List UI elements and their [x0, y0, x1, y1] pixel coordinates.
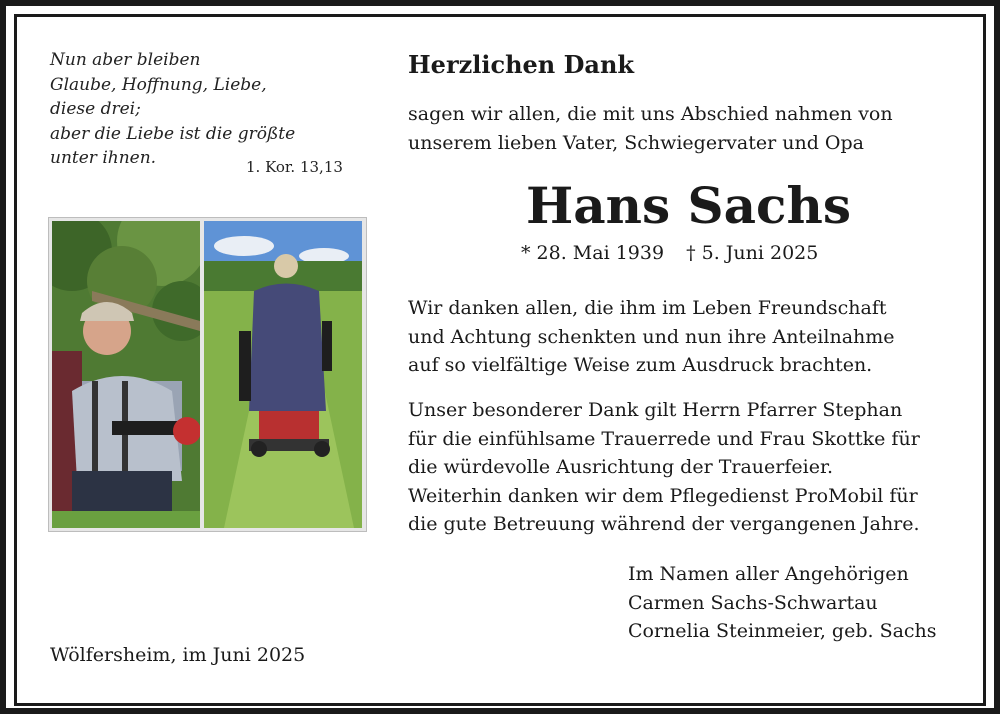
portrait-photo: [52, 221, 200, 528]
verse-line: aber die Liebe ist die größte: [50, 123, 296, 144]
verse-reference: 1. Kor. 13,13: [246, 158, 343, 176]
paragraph-line: die würdevolle Ausrichtung der Trauerfeier.: [408, 456, 833, 478]
birth-date: * 28. Mai 1939: [521, 242, 665, 264]
death-date: † 5. Juni 2025: [686, 242, 819, 264]
heading: Herzlichen Dank: [408, 50, 635, 79]
intro-line: sagen wir allen, die mit uns Abschied nahmen von: [408, 103, 893, 125]
photo-collage: [49, 218, 366, 531]
life-dates: [521, 242, 818, 264]
verse-line: Nun aber bleiben: [50, 50, 201, 70]
signature-line: Carmen Sachs-Schwartau: [628, 591, 878, 614]
thanks-paragraph-1: [408, 294, 895, 380]
bible-verse: [50, 48, 295, 171]
paragraph-line: Weiterhin danken wir dem Pflegedienst ProMobil für: [408, 484, 918, 507]
verse-line: unter ihnen.: [50, 148, 157, 168]
paragraph-line: auf so vielfältige Weise zum Ausdruck brachten.: [408, 354, 873, 376]
paragraph-line: und Achtung schenkten und nun ihre Anteilnahme: [408, 325, 895, 348]
verse-line: Glaube, Hoffnung, Liebe,: [50, 74, 267, 95]
signature-block: [628, 560, 937, 646]
paragraph-line: Unser besonderer Dank gilt Herrn Pfarrer Stephan: [408, 399, 903, 421]
intro-line: unserem lieben Vater, Schwiegervater und Opa: [408, 132, 864, 154]
paragraph-line: die gute Betreuung während der vergangenen Jahre.: [408, 513, 920, 535]
thanks-paragraph-2: [408, 396, 920, 539]
mobility-scooter-photo: [204, 221, 362, 528]
deceased-name: Hans Sachs: [526, 176, 851, 235]
intro-text: [408, 100, 893, 158]
paragraph-line: Wir danken allen, die ihm im Leben Freundschaft: [408, 297, 887, 319]
signature-line: Cornelia Steinmeier, geb. Sachs: [628, 620, 937, 642]
obituary-page: [6, 6, 994, 708]
signature-line: Im Namen aller Angehörigen: [628, 563, 909, 585]
paragraph-line: für die einfühlsame Trauerrede und Frau Skottke für: [408, 427, 920, 450]
verse-line: diese drei;: [50, 99, 141, 119]
place-and-date: Wölfersheim, im Juni 2025: [50, 644, 306, 666]
